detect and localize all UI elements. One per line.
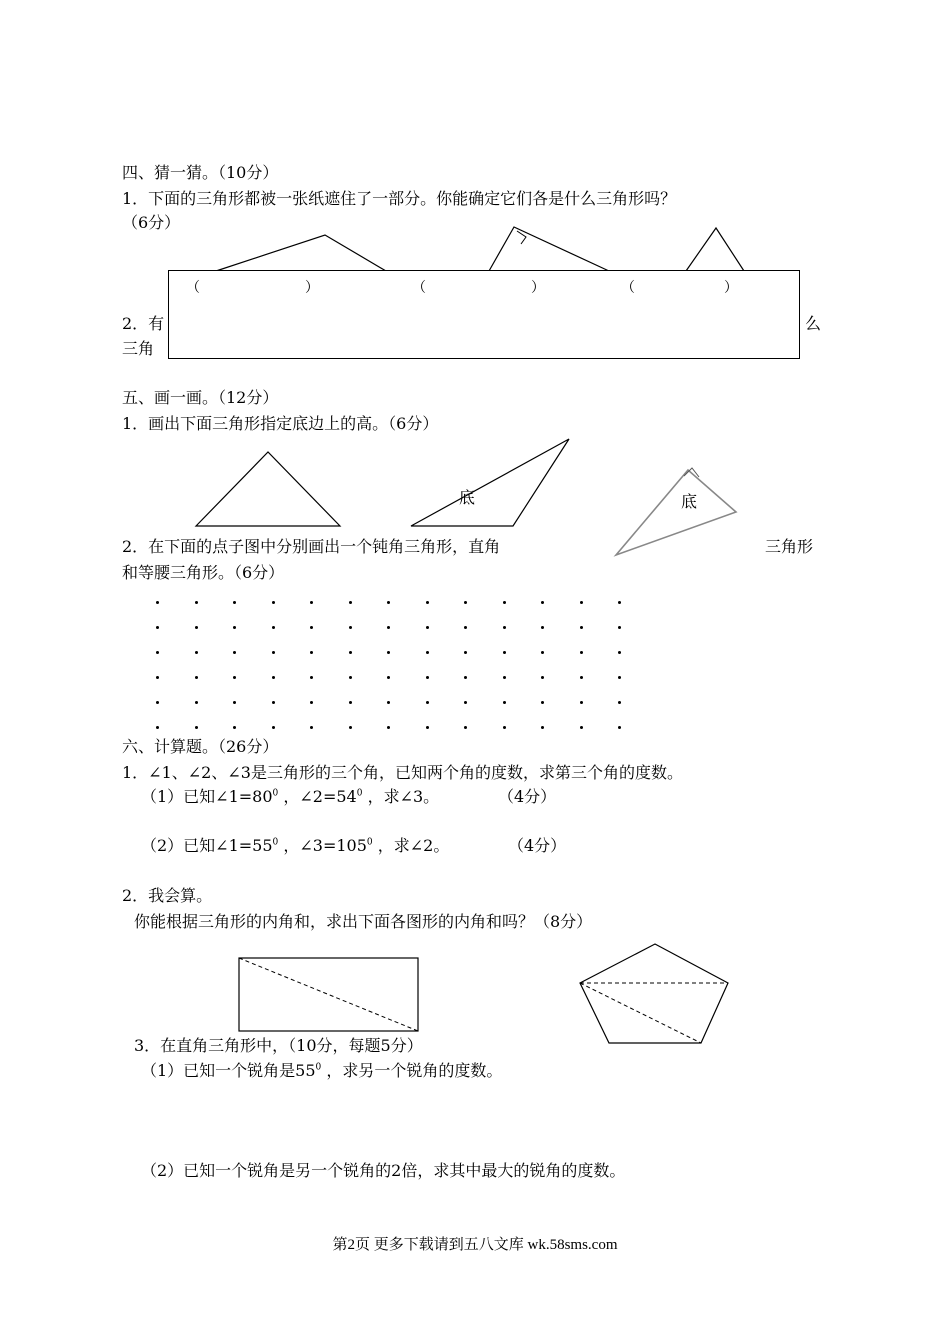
q1a-mid: ，∠2=54	[283, 787, 357, 806]
rectangle-diagonal	[239, 958, 418, 1031]
section5-title: 五、画一画。（12分）	[122, 388, 279, 407]
degree-mark: 0	[272, 788, 279, 799]
answer-open-3: （	[621, 280, 635, 296]
degree-mark: 0	[356, 788, 363, 799]
answer-close-2: ）	[531, 280, 545, 296]
section6-q3a	[141, 1061, 502, 1081]
section4-q1-points: （6分）	[122, 213, 181, 232]
answer-close-3: ）	[724, 280, 738, 296]
q1b-mid: ，∠3=105	[283, 836, 367, 855]
q3a-pre: （1）已知一个锐角是55	[141, 1061, 316, 1080]
section6-title: 六、计算题。（26分）	[122, 737, 279, 756]
answer-close-1: ）	[305, 280, 319, 296]
q1a-pre: （1）已知∠1=80	[141, 787, 273, 806]
base-label-3: 底	[681, 492, 698, 511]
section5-q2-line2: 和等腰三角形。（6分）	[122, 563, 285, 582]
section4-q2-right: 么	[805, 314, 822, 333]
base-label-2: 底	[459, 488, 476, 507]
section6-q3-title: 3．在直角三角形中，（10分，每题5分）	[134, 1036, 423, 1055]
q1b-post: ，求∠2。	[377, 836, 450, 855]
section4-q2-start: 2．有	[122, 314, 165, 333]
q3a-post: ，求另一个锐角的度数。	[326, 1061, 503, 1080]
section6-q1a-points: （4分）	[498, 787, 557, 806]
section4-q2-line2: 三角	[122, 339, 155, 358]
degree-mark: 0	[366, 837, 373, 848]
answer-open-2: （	[412, 280, 426, 296]
section6-q2-title: 2．我会算。	[122, 886, 213, 905]
section5-q2-line1-right: 三角形	[765, 537, 814, 556]
degree-mark: 0	[272, 837, 279, 848]
section6-q1b-points: （4分）	[508, 836, 567, 855]
q1a-post: ，求∠3。	[367, 787, 440, 806]
degree-mark: 0	[315, 1062, 322, 1073]
pentagon-diagonal-2	[580, 983, 701, 1043]
page-footer: 第2页 更多下载请到五八文库 wk.58sms.com	[332, 1237, 618, 1253]
section5-q1: 1．画出下面三角形指定底边上的高。（6分）	[122, 414, 439, 433]
section6-q2-text: 你能根据三角形的内角和，求出下面各图形的内角和吗？（8分）	[134, 912, 593, 931]
q1b-pre: （2）已知∠1=55	[141, 836, 273, 855]
section4-q1: 1．下面的三角形都被一张纸遮住了一部分。你能确定它们各是什么三角形吗？	[122, 189, 677, 208]
section5-q2-line1: 2．在下面的点子图中分别画出一个钝角三角形，直角	[122, 537, 501, 556]
section6-q1: 1．∠1、∠2、∠3是三角形的三个角，已知两个角的度数，求第三个角的度数。	[122, 763, 683, 782]
section6-q3b: （2）已知一个锐角是另一个锐角的2倍，求其中最大的锐角的度数。	[141, 1161, 626, 1180]
section4-title: 四、猜一猜。（10分）	[122, 163, 279, 182]
answer-open-1: （	[186, 280, 200, 296]
